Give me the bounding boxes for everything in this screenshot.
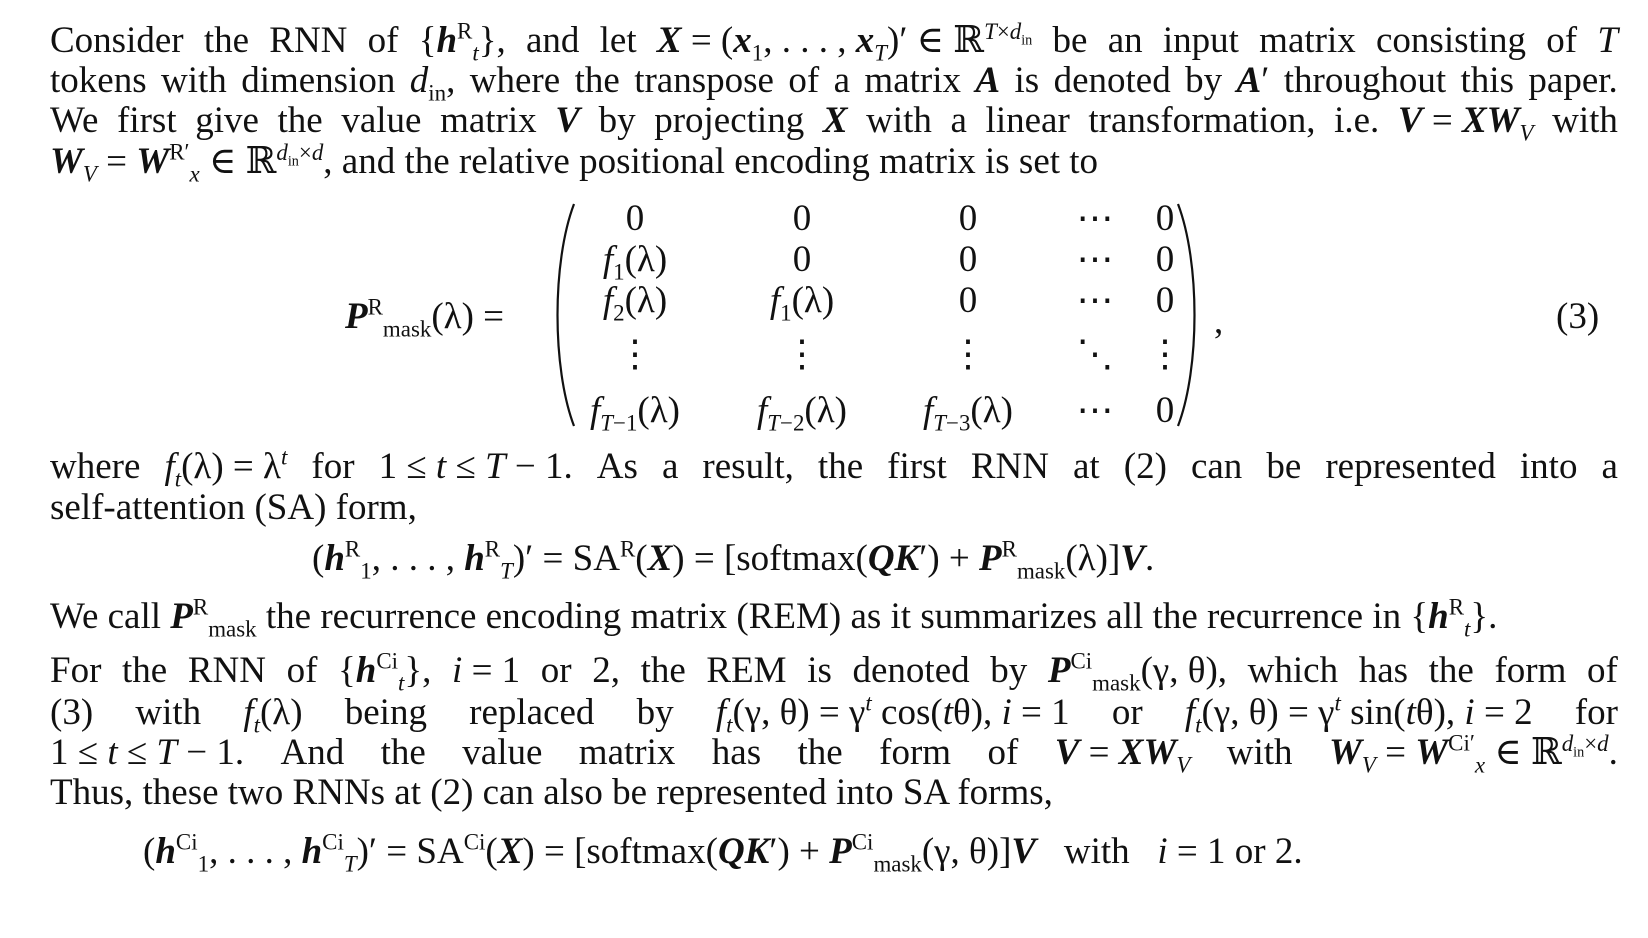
- matrix-cell: ⋯: [1076, 239, 1114, 280]
- matrix-cell: ⋮: [1146, 334, 1184, 375]
- matrix-cell: ⋮: [616, 334, 654, 375]
- matrix-cell: ⋯: [1076, 198, 1114, 239]
- matrix-cell: 0: [1155, 239, 1175, 280]
- matrix-cell: $f_{T-1}(\lambda)$: [589, 390, 681, 436]
- para1-line2: tokens with dimension $d_{in}$, where the transpose of a matrix A is denoted by A′ throughout this paper.: [50, 60, 1618, 106]
- para4-line3: 1 ≤ t ≤ T − 1. And the value matrix has the form of $V = XW_V$ with $W_V = W^{Ci'}_x$ ∈ ℝ$^{d_{in}\times d}$.: [50, 730, 1618, 778]
- para1-line3: We first give the value matrix V by projecting X with a linear transformation, i.e. $V = XW_V$ with: [50, 100, 1618, 146]
- matrix-cell: $f_{T-2}(\lambda)$: [756, 390, 848, 436]
- matrix-cell: ⋯: [1076, 390, 1114, 431]
- matrix-cell: $f_2(\lambda)$: [602, 280, 668, 326]
- para1-line1: Consider the RNN of $\{h^R_t\}$, and let $X = (x_1$, . . . , $x_T)'$ ∈ ℝ$^{T\times d_{in}}$ be an input matrix consisting of T: [50, 18, 1618, 66]
- matrix-cell: 0: [1155, 198, 1175, 239]
- matrix-cell: ⋮: [783, 334, 821, 375]
- matrix-cell: 0: [1155, 280, 1175, 321]
- matrix-cell: 0: [1155, 390, 1175, 431]
- matrix-trailing-comma: ,: [1214, 301, 1224, 342]
- matrix-cell: 0: [625, 198, 645, 239]
- matrix-cell: ⋯: [1076, 280, 1114, 321]
- para4-line1: For the RNN of $\{h^{Ci}_t\}$, i = 1 or 2, the REM is denoted by $P^{Ci}_{mask}(\gamma$, θ), which has the form of: [50, 648, 1618, 696]
- para4-line2: (3) with $f_t(\lambda)$ being replaced by $f_t(\gamma$, $\theta) = \gamma^t$ cos(tθ), i = 1 or $f_t(\gamma$, $\theta) = \gamma^t$ sin(tθ), i = 2 for: [50, 690, 1618, 738]
- matrix-cell: $f_1(\lambda)$: [769, 280, 835, 326]
- para3-line1: We call $P^R_{mask}$ the recurrence encoding matrix (REM) as it summarizes all the recurrence in $\{h^R_t\}$.: [50, 594, 1498, 642]
- matrix-cell: $f_1(\lambda)$: [602, 239, 668, 285]
- sa-ci-equation: ($h^{Ci}_1$, . . . , $h^{Ci}_T)' = SA^{Ci}(X)$ = [softmax(QK′) + $P^{Ci}_{mask}(\gamma$, θ)]V with i = 1 or 2.: [143, 829, 1303, 877]
- matrix-cell: $f_{T-3}(\lambda)$: [922, 390, 1014, 436]
- matrix-cell: ⋮: [949, 334, 987, 375]
- para2-line2: self-attention (SA) form,: [50, 487, 417, 528]
- matrix-cell: 0: [792, 239, 812, 280]
- para1-line4: $W_V = W^{R'}_x$ ∈ ℝ$^{d_{in}\times d}$, and the relative positional encoding matrix is set to: [50, 139, 1099, 187]
- para2-line1: where $f_t(\lambda) = \lambda^t$ for 1 ≤ t ≤ T − 1. As a result, the first RNN at (2) can be represented into a: [50, 444, 1618, 492]
- matrix-cell: 0: [958, 198, 978, 239]
- matrix-cell: ⋱: [1076, 334, 1114, 375]
- matrix-lhs: $P^R_{mask}(\lambda)$ =: [345, 294, 505, 342]
- para4-line4: Thus, these two RNNs at (2) can also be represented into SA forms,: [50, 772, 1053, 813]
- matrix-cell: 0: [792, 198, 812, 239]
- equation-number: (3): [1556, 296, 1600, 337]
- sa-r-equation: ($h^R_1$, . . . , $h^R_T)' = SA^R(X)$ = [softmax(QK′) + $P^R_{mask}(\lambda)]V$.: [312, 536, 1155, 584]
- matrix-cell: 0: [958, 239, 978, 280]
- matrix-cell: 0: [958, 280, 978, 321]
